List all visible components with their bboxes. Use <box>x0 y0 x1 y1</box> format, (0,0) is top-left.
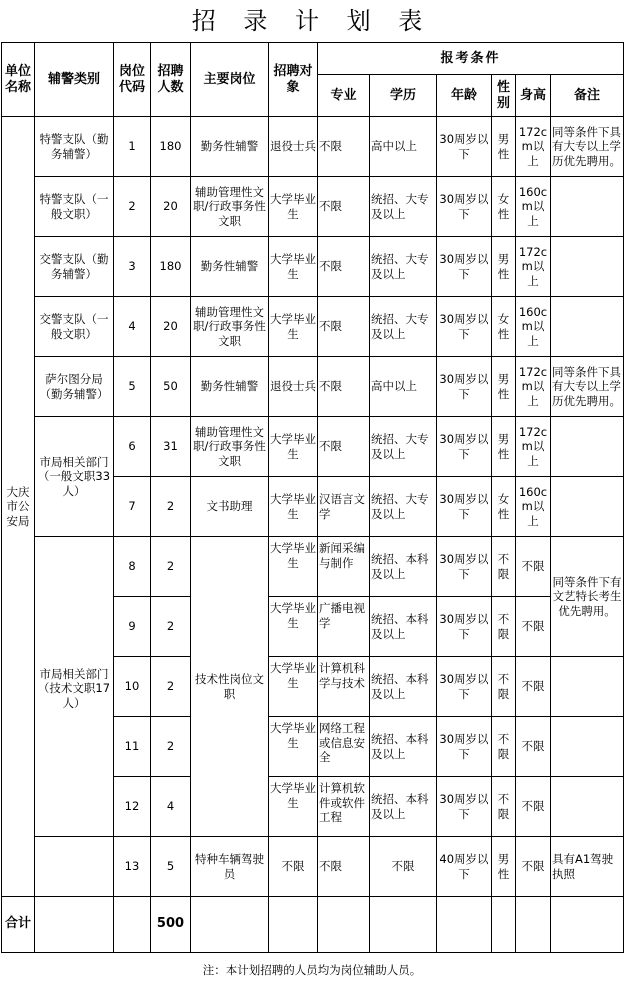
table-row <box>2 117 624 177</box>
count-cell: 50 <box>151 357 191 417</box>
remark-cell <box>551 417 624 477</box>
target-cell: 大学毕业生 <box>269 237 318 297</box>
height-cell: 160cm以上 <box>516 477 551 537</box>
code-cell: 11 <box>114 717 151 777</box>
table-row <box>2 837 624 897</box>
table-row <box>2 237 624 297</box>
target-cell: 大学毕业生 <box>269 537 318 597</box>
age-cell: 30周岁以下 <box>437 777 492 837</box>
major-cell: 不限 <box>318 297 370 357</box>
gender-cell: 男性 <box>492 357 516 417</box>
post-cell: 特种车辆驾驶员 <box>191 837 269 897</box>
age-cell: 30周岁以下 <box>437 417 492 477</box>
table-row <box>2 417 624 477</box>
major-cell: 不限 <box>318 117 370 177</box>
height-cell: 172cm以上 <box>516 117 551 177</box>
code-cell: 12 <box>114 777 151 837</box>
code-cell: 10 <box>114 657 151 717</box>
height-cell: 172cm以上 <box>516 417 551 477</box>
count-cell: 2 <box>151 717 191 777</box>
post-cell: 勤务性辅警 <box>191 117 269 177</box>
age-cell: 40周岁以下 <box>437 837 492 897</box>
major-cell: 广播电视学 <box>318 597 370 657</box>
height-cell: 不限 <box>516 837 551 897</box>
count-cell: 2 <box>151 657 191 717</box>
category-cell: 交警支队（勤务辅警） <box>35 237 114 297</box>
major-cell: 不限 <box>318 237 370 297</box>
major-cell: 新闻采编与制作 <box>318 537 370 597</box>
post-cell: 文书助理 <box>191 477 269 537</box>
age-cell: 30周岁以下 <box>437 657 492 717</box>
code-cell: 9 <box>114 597 151 657</box>
category-cell: 市局相关部门（技术文职17人） <box>35 537 114 837</box>
remark-cell: 同等条件下有文艺特长考生优先聘用。 <box>551 537 624 657</box>
footnote: 注：本计划招聘的人员均为岗位辅助人员。 <box>202 963 422 977</box>
code-cell: 13 <box>114 837 151 897</box>
gender-cell: 女性 <box>492 177 516 237</box>
header-age: 年龄 <box>437 75 492 117</box>
education-cell: 统招、本科及以上 <box>370 777 437 837</box>
code-cell: 2 <box>114 177 151 237</box>
major-cell: 不限 <box>318 837 370 897</box>
header-major: 专业 <box>318 75 370 117</box>
post-cell: 辅助管理性文职/行政事务性文职 <box>191 297 269 357</box>
gender-cell: 不限 <box>492 777 516 837</box>
education-cell: 不限 <box>370 837 437 897</box>
age-cell: 30周岁以下 <box>437 717 492 777</box>
age-cell: 30周岁以下 <box>437 117 492 177</box>
target-cell: 大学毕业生 <box>269 777 318 837</box>
major-cell: 计算机科学与技术 <box>318 657 370 717</box>
gender-cell: 男性 <box>492 237 516 297</box>
page-title: 招 录 计 划 表 <box>191 7 433 35</box>
age-cell: 30周岁以下 <box>437 597 492 657</box>
height-cell: 不限 <box>516 657 551 717</box>
header-gender: 性别 <box>492 75 516 117</box>
education-cell: 统招、大专及以上 <box>370 297 437 357</box>
code-cell: 1 <box>114 117 151 177</box>
gender-cell: 不限 <box>492 597 516 657</box>
code-cell: 4 <box>114 297 151 357</box>
major-cell: 不限 <box>318 417 370 477</box>
unit-name: 大庆市公安局 <box>2 117 35 897</box>
code-cell: 5 <box>114 357 151 417</box>
remark-cell: 同等条件下具有大专以上学历优先聘用。 <box>551 357 624 417</box>
category-cell: 萨尔图分局（勤务辅警） <box>35 357 114 417</box>
count-cell: 20 <box>151 177 191 237</box>
table-row <box>2 537 624 597</box>
target-cell: 大学毕业生 <box>269 597 318 657</box>
age-cell: 30周岁以下 <box>437 177 492 237</box>
education-cell: 统招、本科及以上 <box>370 597 437 657</box>
post-cell: 技术性岗位文职 <box>191 537 269 837</box>
category-cell: 交警支队（一般文职） <box>35 297 114 357</box>
target-cell: 大学毕业生 <box>269 477 318 537</box>
count-cell: 20 <box>151 297 191 357</box>
header-height: 身高 <box>516 75 551 117</box>
age-cell: 30周岁以下 <box>437 357 492 417</box>
height-cell: 172cm以上 <box>516 357 551 417</box>
category-cell: 特警支队（一般文职） <box>35 177 114 237</box>
count-cell: 4 <box>151 777 191 837</box>
post-cell: 辅助管理性文职/行政事务性文职 <box>191 177 269 237</box>
code-cell: 8 <box>114 537 151 597</box>
age-cell: 30周岁以下 <box>437 477 492 537</box>
header-category: 辅警类别 <box>35 43 114 117</box>
education-cell: 统招、大专及以上 <box>370 177 437 237</box>
major-cell: 不限 <box>318 357 370 417</box>
remark-cell: 同等条件下具有大专以上学历优先聘用。 <box>551 117 624 177</box>
count-cell: 2 <box>151 597 191 657</box>
header-post: 主要岗位 <box>191 43 269 117</box>
recruitment-plan-table <box>1 42 624 953</box>
gender-cell: 不限 <box>492 717 516 777</box>
gender-cell: 男性 <box>492 837 516 897</box>
category-cell: 市局相关部门（一般文职33人） <box>35 417 114 537</box>
code-cell: 6 <box>114 417 151 477</box>
major-cell: 汉语言文学 <box>318 477 370 537</box>
count-cell: 180 <box>151 237 191 297</box>
target-cell: 退役士兵 <box>269 357 318 417</box>
education-cell: 高中以上 <box>370 117 437 177</box>
remark-cell <box>551 177 624 237</box>
post-cell: 勤务性辅警 <box>191 357 269 417</box>
remark-cell <box>551 717 624 777</box>
height-cell: 172cm以上 <box>516 237 551 297</box>
height-cell: 不限 <box>516 537 551 597</box>
count-cell: 31 <box>151 417 191 477</box>
education-cell: 统招、大专及以上 <box>370 417 437 477</box>
major-cell: 不限 <box>318 177 370 237</box>
code-cell: 7 <box>114 477 151 537</box>
education-cell: 高中以上 <box>370 357 437 417</box>
target-cell: 大学毕业生 <box>269 657 318 717</box>
remark-cell: 具有A1驾驶执照 <box>551 837 624 897</box>
education-cell: 统招、本科及以上 <box>370 537 437 597</box>
education-cell: 统招、本科及以上 <box>370 657 437 717</box>
table-row <box>2 357 624 417</box>
count-cell: 2 <box>151 537 191 597</box>
major-cell: 网络工程或信息安全 <box>318 717 370 777</box>
header-count: 招聘人数 <box>151 43 191 117</box>
gender-cell: 不限 <box>492 537 516 597</box>
height-cell: 160cm以上 <box>516 297 551 357</box>
category-cell: 特警支队（勤务辅警） <box>35 117 114 177</box>
remark-cell <box>551 477 624 537</box>
total-count: 500 <box>151 897 191 953</box>
target-cell: 大学毕业生 <box>269 297 318 357</box>
total-row <box>2 897 624 953</box>
post-cell: 勤务性辅警 <box>191 237 269 297</box>
age-cell: 30周岁以下 <box>437 537 492 597</box>
education-cell: 统招、本科及以上 <box>370 717 437 777</box>
header-requirements: 报考条件 <box>318 43 624 75</box>
education-cell: 统招、大专及以上 <box>370 237 437 297</box>
gender-cell: 男性 <box>492 117 516 177</box>
remark-cell <box>551 777 624 837</box>
age-cell: 30周岁以下 <box>437 297 492 357</box>
post-cell: 辅助管理性文职/行政事务性文职 <box>191 417 269 477</box>
category-cell-empty <box>35 837 114 897</box>
education-cell: 统招、大专及以上 <box>370 477 437 537</box>
target-cell: 退役士兵 <box>269 117 318 177</box>
major-cell: 计算机软件或软件工程 <box>318 777 370 837</box>
code-cell: 3 <box>114 237 151 297</box>
count-cell: 180 <box>151 117 191 177</box>
target-cell: 不限 <box>269 837 318 897</box>
header-unit: 单位名称 <box>2 43 35 117</box>
height-cell: 160cm以上 <box>516 177 551 237</box>
header-code: 岗位代码 <box>114 43 151 117</box>
remark-cell <box>551 657 624 717</box>
remark-cell <box>551 297 624 357</box>
height-cell: 不限 <box>516 717 551 777</box>
total-label: 合计 <box>2 897 35 953</box>
target-cell: 大学毕业生 <box>269 717 318 777</box>
count-cell: 2 <box>151 477 191 537</box>
target-cell: 大学毕业生 <box>269 177 318 237</box>
height-cell: 不限 <box>516 597 551 657</box>
header-remark: 备注 <box>551 75 624 117</box>
gender-cell: 女性 <box>492 477 516 537</box>
count-cell: 5 <box>151 837 191 897</box>
age-cell: 30周岁以下 <box>437 237 492 297</box>
table-row <box>2 297 624 357</box>
target-cell: 大学毕业生 <box>269 417 318 477</box>
remark-cell <box>551 237 624 297</box>
height-cell: 不限 <box>516 777 551 837</box>
gender-cell: 女性 <box>492 297 516 357</box>
header-education: 学历 <box>370 75 437 117</box>
table-row <box>2 177 624 237</box>
gender-cell: 不限 <box>492 657 516 717</box>
gender-cell: 男性 <box>492 417 516 477</box>
header-target: 招聘对象 <box>269 43 318 117</box>
